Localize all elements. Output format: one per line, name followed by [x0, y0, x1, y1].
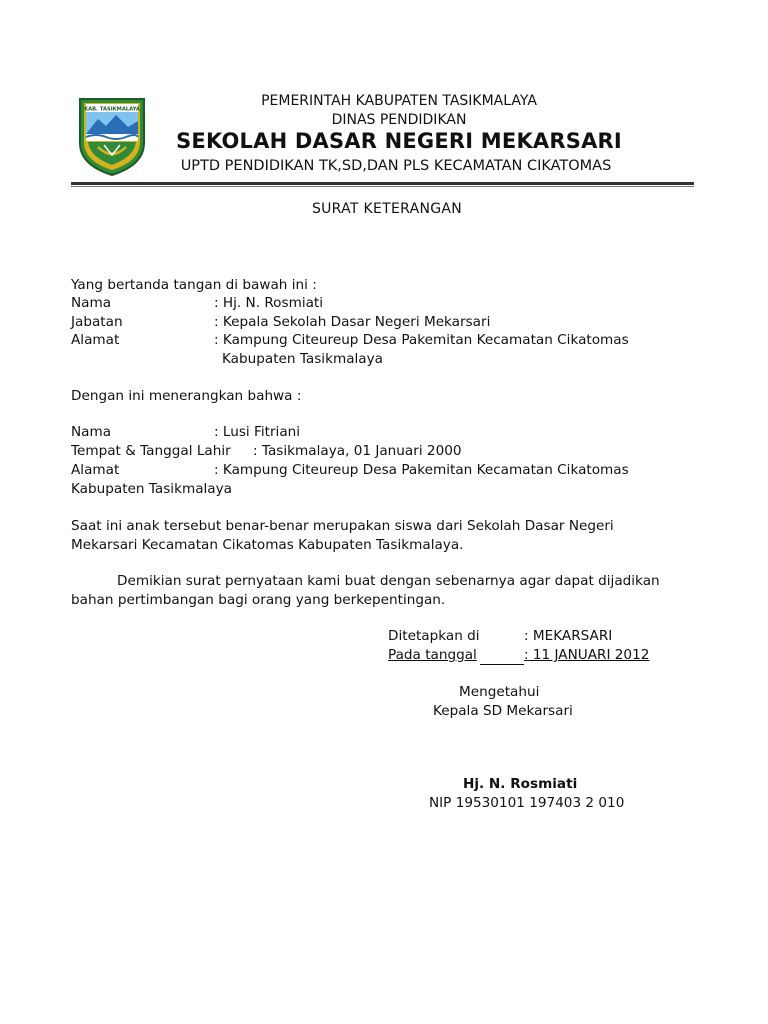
- emblem-label: KAB. TASIKMALAYA: [84, 106, 140, 113]
- header-uptd: UPTD PENDIDIKAN TK,SD,DAN PLS KECAMATAN CIKATOMAS: [180, 158, 612, 174]
- issued-date-label: Pada tanggal: [388, 647, 477, 663]
- header-divider-thin: [71, 186, 694, 187]
- closing-line-2: bahan pertimbangan bagi orang yang berkepentingan.: [71, 592, 446, 608]
- signer-title: Kepala SD Mekarsari: [433, 703, 573, 719]
- student-address-label: Alamat: [71, 462, 120, 478]
- signer-address-continuation: Kabupaten Tasikmalaya: [222, 351, 384, 367]
- signer-nip: NIP 19530101 197403 2 010: [429, 795, 625, 811]
- issued-date-underline-gap: [480, 646, 524, 665]
- signer-position-value: : Kepala Sekolah Dasar Negeri Mekarsari: [214, 314, 491, 330]
- signer-address-label: Alamat: [71, 332, 120, 348]
- acknowledge-label: Mengetahui: [459, 684, 540, 700]
- student-birth-label: Tempat & Tanggal Lahir: [71, 443, 231, 459]
- issued-place-value: : MEKARSARI: [524, 628, 613, 644]
- signer-name: Hj. N. Rosmiati: [463, 776, 578, 792]
- signer-name-value: : Hj. N. Rosmiati: [214, 295, 324, 311]
- document-title: SURAT KETERANGAN: [311, 201, 463, 217]
- body-line-2: Mekarsari Kecamatan Cikatomas Kabupaten Tasikmalaya.: [71, 537, 464, 553]
- header-department: DINAS PENDIDIKAN: [331, 112, 467, 128]
- signer-name-label: Nama: [71, 295, 112, 311]
- issued-place-label: Ditetapkan di: [388, 628, 480, 644]
- student-birth-value: : Tasikmalaya, 01 Januari 2000: [253, 443, 462, 459]
- closing-line-1: Demikian surat pernyataan kami buat dengan sebenarnya agar dapat dijadikan: [117, 573, 660, 589]
- student-name-label: Nama: [71, 424, 112, 440]
- header-divider: [71, 182, 694, 185]
- signer-position-label: Jabatan: [71, 314, 123, 330]
- issued-date-value: : 11 JANUARI 2012: [524, 647, 650, 663]
- header-school-name: SEKOLAH DASAR NEGERI MEKARSARI: [176, 129, 622, 153]
- signer-address-value: : Kampung Citeureup Desa Pakemitan Kecamatan Cikatomas: [214, 332, 629, 348]
- student-address-continuation: Kabupaten Tasikmalaya: [71, 481, 233, 497]
- body-line-1: Saat ini anak tersebut benar-benar merupakan siswa dari Sekolah Dasar Negeri: [71, 518, 614, 534]
- header-government: PEMERINTAH KABUPATEN TASIKMALAYA: [261, 93, 537, 109]
- student-name-value: : Lusi Fitriani: [214, 424, 301, 440]
- signer-intro: Yang bertanda tangan di bawah ini :: [71, 277, 317, 293]
- student-address-value: : Kampung Citeureup Desa Pakemitan Kecamatan Cikatomas: [214, 462, 629, 478]
- statement-intro: Dengan ini menerangkan bahwa :: [71, 388, 302, 404]
